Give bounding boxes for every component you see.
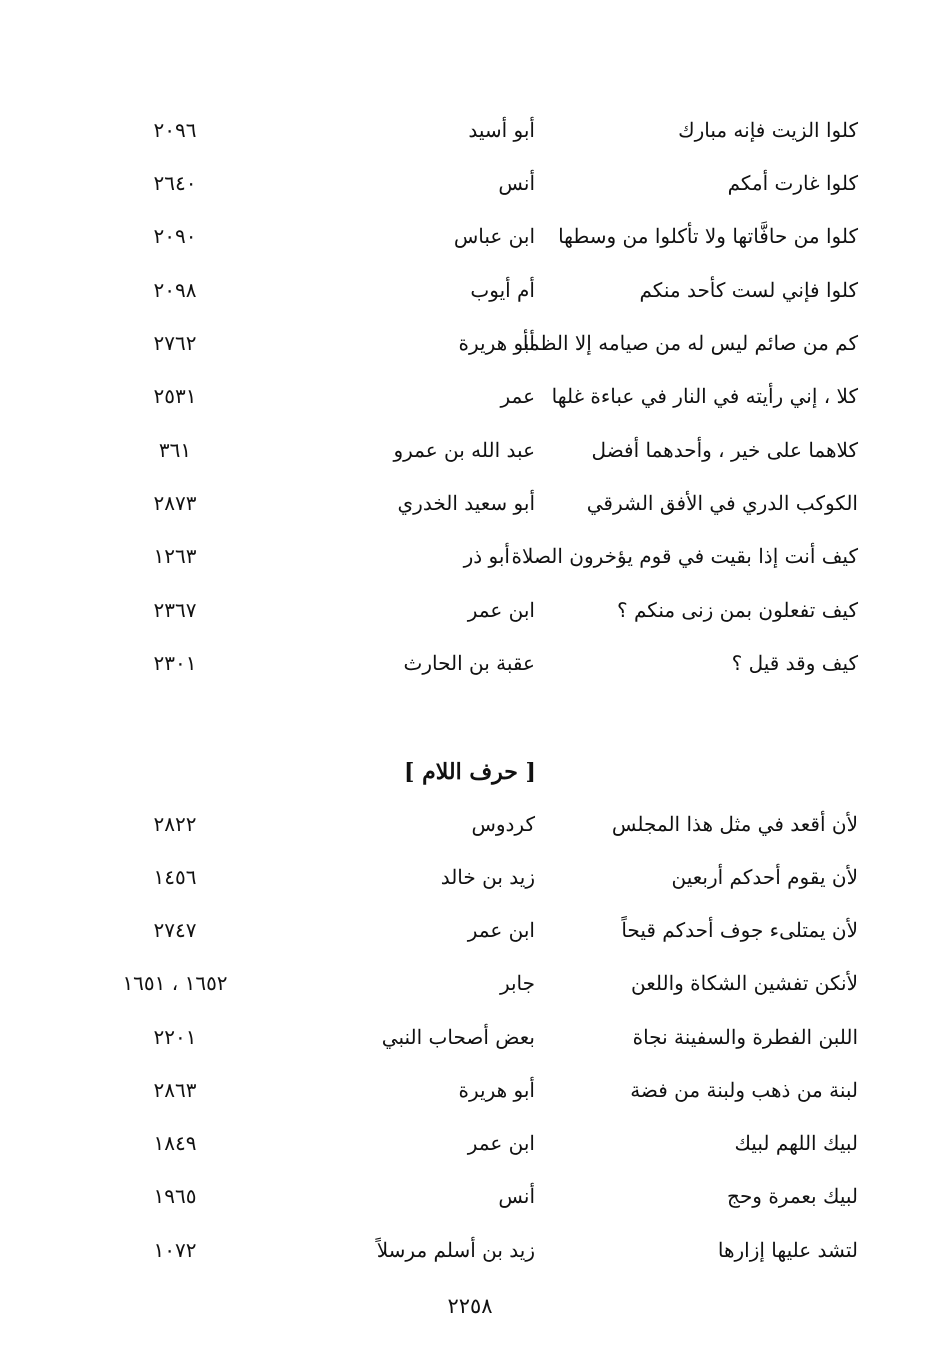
hadith-text: كيف تفعلون بمن زنى منكم ؟: [617, 598, 858, 622]
hadith-number: ١٩٦٥: [153, 1184, 197, 1208]
narrator-name: أنس: [498, 171, 535, 195]
hadith-number: ١٢٦٣: [153, 544, 197, 568]
narrator-name: أبو سعيد الخدري: [397, 491, 535, 515]
hadith-number: ٢٥٣١: [153, 384, 197, 408]
hadith-number: ٢٨٧٣: [153, 491, 197, 515]
hadith-number: ٣٦١: [158, 438, 192, 462]
index-row: [0, 1176, 940, 1216]
hadith-text: لأنكن تفشين الشكاة واللعن: [630, 971, 858, 995]
narrator-name: أبو هريرة: [458, 1078, 535, 1102]
index-row: [0, 963, 940, 1003]
narrator-name: جابر: [499, 971, 535, 995]
index-row: [0, 804, 940, 844]
hadith-number: ٢٧٤٧: [153, 918, 197, 942]
hadith-text: كلوا من حافَّاتها ولا تأكلوا من وسطها: [558, 224, 858, 248]
hadith-number: ١٤٥٦: [153, 865, 197, 889]
index-row: [0, 376, 940, 416]
page-number: ٢٢٥٨: [447, 1294, 493, 1318]
index-row: [0, 857, 940, 897]
hadith-text: لبيك بعمرة وحج: [727, 1184, 858, 1208]
index-row: [0, 1123, 940, 1163]
narrator-name: ابن عمر: [467, 598, 535, 622]
narrator-name: ابن عمر: [467, 918, 535, 942]
narrator-name: عمر: [500, 384, 535, 408]
hadith-number: ١٦٥٢ ، ١٦٥١: [122, 971, 228, 995]
index-row: [0, 643, 940, 683]
narrator-name: أبو أسيد: [468, 118, 535, 142]
narrator-name: بعض أصحاب النبي: [381, 1025, 535, 1049]
hadith-number: ٢٣٠١: [153, 651, 197, 675]
index-row: [0, 430, 940, 470]
hadith-text: كلا ، إني رأيته في النار في عباءة غلها: [551, 384, 858, 408]
hadith-number: ٢٢٠١: [153, 1025, 197, 1049]
hadith-number: ٢٠٩٦: [153, 118, 197, 142]
hadith-number: ٢٠٩٨: [153, 278, 197, 302]
narrator-name: كردوس: [471, 812, 535, 836]
section-heading: [ حرف اللام ]: [404, 759, 536, 785]
hadith-number: ٢٣٦٧: [153, 598, 197, 622]
hadith-text: كيف أنت إذا بقيت في قوم يؤخرون الصلاة: [511, 544, 858, 568]
hadith-text: كلوا غارت أمكم: [727, 171, 858, 195]
index-row: [0, 323, 940, 363]
hadith-number: ٢٦٤٠: [153, 171, 197, 195]
hadith-text: كلوا الزيت فإنه مبارك: [678, 118, 858, 142]
index-row: [0, 163, 940, 203]
index-row: [0, 1070, 940, 1110]
narrator-name: عبد الله بن عمرو: [393, 438, 535, 462]
hadith-text: كلوا فإني لست كأحد منكم: [639, 278, 858, 302]
hadith-text: اللبن الفطرة والسفينة نجاة: [632, 1025, 858, 1049]
hadith-number: ٢٨٢٢: [153, 812, 197, 836]
hadith-text: الكوكب الدري في الأفق الشرقي: [586, 491, 858, 515]
hadith-number: ١٨٤٩: [153, 1131, 197, 1155]
hadith-text: لتشد عليها إزارها: [717, 1238, 858, 1262]
index-row: [0, 536, 940, 576]
narrator-name: زيد بن خالد: [440, 865, 535, 889]
index-row: [0, 483, 940, 523]
index-row: [0, 216, 940, 256]
hadith-text: كيف وقد قيل ؟: [731, 651, 858, 675]
hadith-text: لأن أقعد في مثل هذا المجلس: [611, 812, 858, 836]
hadith-number: ١٠٧٢: [153, 1238, 197, 1262]
hadith-text: لبيك اللهم لبيك: [734, 1131, 858, 1155]
index-row: [0, 590, 940, 630]
index-row: [0, 1017, 940, 1057]
index-row: [0, 270, 940, 310]
hadith-number: ٢٧٦٢: [153, 331, 197, 355]
hadith-text: لبنة من ذهب ولبنة من فضة: [630, 1078, 858, 1102]
narrator-name: زيد بن أسلم مرسلاً: [376, 1238, 535, 1262]
hadith-text: كلاهما على خير ، وأحدهما أفضل: [591, 438, 858, 462]
hadith-text: كم من صائم ليس له من صيامه إلا الظمأ: [522, 331, 858, 355]
index-row: [0, 910, 940, 950]
narrator-name: ابن عباس: [453, 224, 535, 248]
index-row: [0, 110, 940, 150]
index-row: [0, 1230, 940, 1270]
narrator-name: أبو هريرة: [458, 331, 535, 355]
hadith-number: ٢٨٦٣: [153, 1078, 197, 1102]
hadith-text: لأن يمتلىء جوف أحدكم قيحاً: [621, 918, 858, 942]
narrator-name: أم أيوب: [470, 278, 535, 302]
hadith-text: لأن يقوم أحدكم أربعين: [671, 865, 858, 889]
hadith-number: ٢٠٩٠: [153, 224, 197, 248]
narrator-name: أبو ذر: [463, 544, 510, 568]
narrator-name: ابن عمر: [467, 1131, 535, 1155]
narrator-name: أنس: [498, 1184, 535, 1208]
narrator-name: عقبة بن الحارث: [403, 651, 535, 675]
